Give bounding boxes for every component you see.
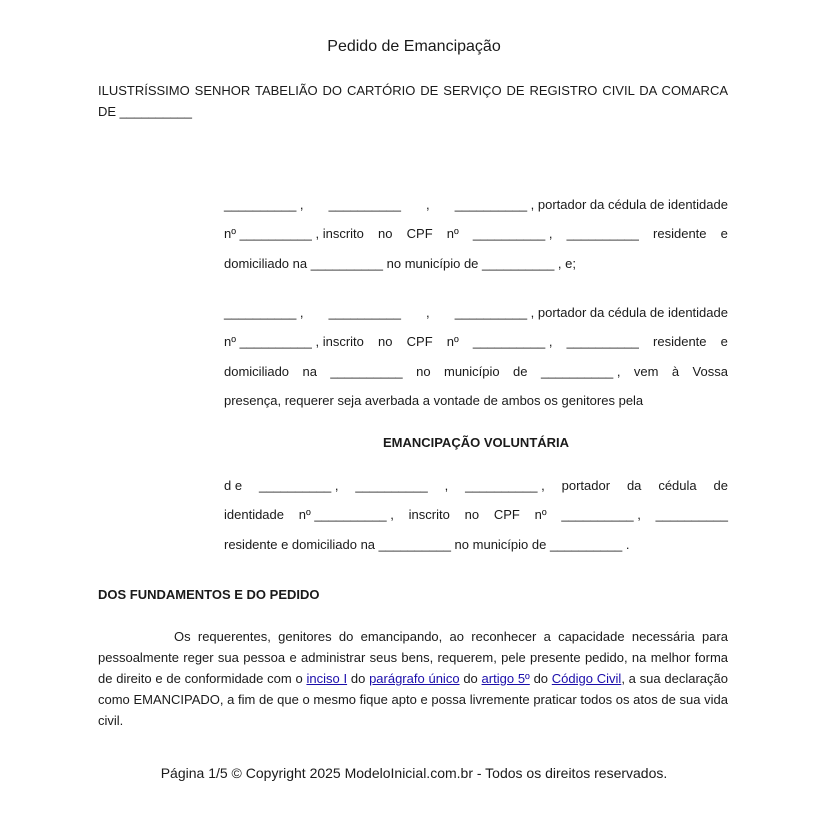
text-segment: __________ [330,363,403,379]
text-segment: , [426,197,430,212]
text-segment: __________ , portador da cédula de identidade [454,305,728,320]
text-segment: , [426,305,430,320]
text-segment: município [443,363,500,379]
emancipation-heading: EMANCIPAÇÃO VOLUNTÁRIA [382,435,570,450]
body-text: do [459,671,482,686]
parent-1-line-1 [224,190,728,219]
inciso-link[interactable]: inciso I [306,671,348,686]
text-segment: nº __________ , [298,507,394,523]
text-segment: nº [446,226,459,242]
text-segment: CPF [406,334,433,350]
grounds-paragraph [98,626,728,731]
text-segment: __________ , [258,478,339,493]
text-segment: nº [534,507,547,523]
emancipated-line-2 [224,500,728,529]
parent-1-line-2 [224,219,728,248]
text-segment: __________ [328,305,401,320]
text-segment: e [720,226,728,242]
text-segment: nº __________ , inscrito [224,226,364,242]
text-segment: __________ , [465,478,545,493]
body-text: do [347,671,370,686]
text-segment: __________ , [224,197,304,212]
text-segment: __________ , portador da cédula de identidade [454,197,728,212]
text-segment: , [444,478,449,493]
text-segment: nº [446,334,459,350]
text-segment: de [713,478,728,493]
section-heading: DOS FUNDAMENTOS E DO PEDIDO [98,587,320,602]
text-segment: na [302,363,317,379]
text-segment: no [378,334,393,350]
text-segment: __________ , [472,334,553,350]
text-segment: __________ , [224,305,304,320]
text-segment: CPF [493,507,520,523]
body-text: Os requerentes, genitores do emancipando, ao reconhecer a capacidade necessária para pessoalmente reger sua pessoa e administrar seus bens, requerem, pele presente pedido, na melhor forma de direito e de conformidade com o [98,629,728,686]
text-segment: Vossa [692,363,728,379]
parent-2-line-4: presença, requerer seja averbada a vontade de ambos os genitores pela [224,393,644,409]
text-segment: __________ [655,507,728,523]
text-segment: CPF [406,226,433,242]
text-segment: no [464,507,480,523]
text-segment: __________ [566,226,639,242]
text-segment: domiciliado [224,363,290,379]
body-text: , a sua declaração como EMANCIPADO, a fim de que o mesmo fique apto e possa livremente praticar todos os atos de sua vida civil. [98,671,728,728]
parent-2-line-1 [224,298,728,327]
text-segment: cédula [658,478,697,493]
parent-2-line-2 [224,327,728,356]
text-segment: __________ [328,197,401,212]
parent-2-line-3 [224,357,728,386]
text-segment: vem [633,363,659,379]
text-segment: __________ , [540,363,621,379]
text-segment: __________ , [472,226,553,242]
text-segment: nº __________ , inscrito [224,334,364,350]
parent-1-qualification [224,190,728,278]
codigo-civil-link[interactable]: Código Civil [551,671,622,686]
text-segment: à [671,363,680,379]
text-segment: __________ , [561,507,641,523]
text-segment: portador [561,478,611,493]
artigo-link[interactable]: artigo 5º [481,671,530,686]
addressee-paragraph: ILUSTRÍSSIMO SENHOR TABELIÃO DO CARTÓRIO DE SERVIÇO DE REGISTRO CIVIL DA COMARCA DE __________ [98,83,728,119]
text-segment: de [513,363,528,379]
emancipated-qualification [224,471,728,559]
text-segment: __________ [566,334,639,350]
text-segment: no [378,226,393,242]
emancipated-line-1 [224,471,728,500]
page-footer: Página 1/5 © Copyright 2025 ModeloInicial.com.br - Todos os direitos reservados. [160,765,668,781]
text-segment: da [626,478,642,493]
parent-1-line-3: domiciliado na __________ no município de __________ , e; [224,255,576,271]
text-segment: no [416,363,431,379]
text-segment: e [720,334,728,350]
text-segment: residente [653,226,707,242]
text-segment: __________ [355,478,428,493]
emancipated-line-3: residente e domiciliado na __________ no município de __________ . [224,536,630,552]
page-title: Pedido de Emancipação [327,38,501,55]
text-segment: identidade [224,507,284,523]
text-segment: inscrito [408,507,450,523]
paragrafo-unico-link[interactable]: parágrafo único [369,671,460,686]
body-text: do [529,671,552,686]
parent-2-qualification [224,298,728,416]
text-segment: residente [653,334,707,350]
text-segment: d e [224,478,243,493]
